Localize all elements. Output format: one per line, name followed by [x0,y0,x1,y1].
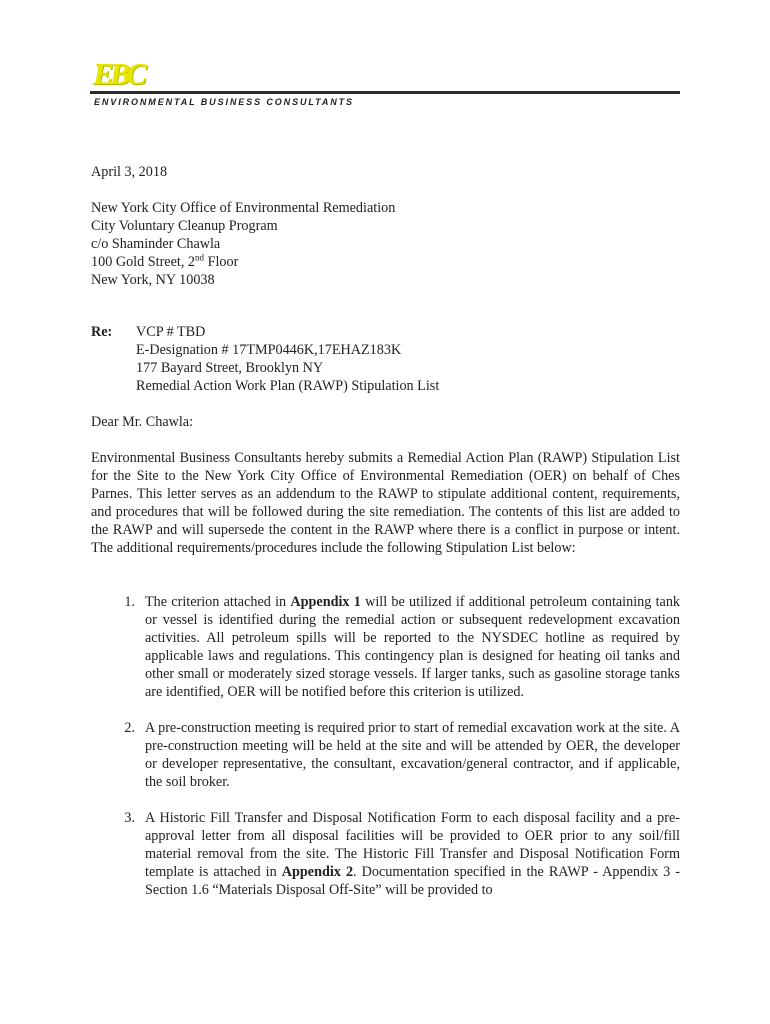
salutation-block [91,413,680,431]
recipient-street [91,253,680,271]
street-sup: nd [195,252,205,263]
item-text-post: will be utilized if additional petroleum containing tank or vessel is identified during the remedial action or subsequent redevelopment excavation activities. All petroleum spills will be reported to the NYSDEC hotline as required by applicable laws and regulations. This contingency plan is designed for heating oil tanks and other small or moderately sized storage vessels. If larger tanks, such as gasoline storage tanks are identified, OER will be notified before this criterion is utilized. [145,594,681,700]
intro-block [91,449,680,557]
letter-date-block [91,163,680,181]
re-line: Remedial Action Work Plan (RAWP) Stipulation List [136,378,440,394]
recipient-line: New York City Office of Environmental Remediation [91,200,396,216]
item-text [145,809,680,899]
recipient-address [91,199,680,289]
intro-paragraph: Environmental Business Consultants hereby submits a Remedial Action Plan (RAWP) Stipulation List for the Site to the New York City Office of Environmental Remediation (OER) on behalf of Ches Parnes. This letter serves as an addendum to the RAWP to stipulate additional content, requirements, and procedures that will be followed during the site remediation. The contents of this list are added to the RAWP and will supersede the content in the RAWP where there is a conflict in purpose or intent. The additional requirements/procedures include the following Stipulation List below: [91,450,680,556]
recipient-line: New York, NY 10038 [91,272,215,288]
re-line: E-Designation # 17TMP0446K,17EHAZ183K [136,342,402,358]
item-number: 2. [124,720,135,736]
letter-date: April 3, 2018 [91,164,168,180]
item-text-pre: A Historic Fill Transfer and Disposal Notification Form to each disposal facility and a pre-approval letter from all disposal facilities will be provided to OER prior to any soil/fill material removal from the site. The Historic Fill Transfer and Disposal Notification Form template is attached in [145,810,680,880]
letterhead [90,58,680,107]
list-item [91,809,680,899]
appendix-ref: Appendix 1 [290,594,361,610]
list-item [91,593,680,701]
list-item [91,719,680,791]
company-name: ENVIRONMENTAL BUSINESS CONSULTANTS [94,97,354,107]
recipient-line: c/o Shaminder Chawla [91,236,221,252]
re-label: Re: [91,324,113,340]
re-line: VCP # TBD [136,324,206,340]
item-text: A pre-construction meeting is required prior to start of remedial excavation work at the site. A pre-construction meeting will be held at the site and will be attended by OER, the developer or developer representative, the consultant, excavation/general contractor, and if applicable, the soil broker. [145,720,680,790]
item-text-post: . Documentation specified in the RAWP - Appendix 3 - Section 1.6 “Materials Disposal Off-Site” will be provided to [145,864,681,898]
item-number: 1. [124,594,135,610]
header-rule [90,91,680,94]
recipient-line: City Voluntary Cleanup Program [91,218,278,234]
salutation: Dear Mr. Chawla: [91,414,194,430]
item-text [145,593,680,701]
street-suffix: Floor [204,254,239,270]
item-number: 3. [124,810,135,826]
street-prefix: 100 Gold Street, 2 [91,254,196,270]
item-text-pre: The criterion attached in [145,594,291,610]
re-row [91,323,680,395]
appendix-ref: Appendix 2 [281,864,354,880]
stipulation-list [91,593,680,917]
re-block [91,323,680,395]
ebc-logo: EBC [93,56,144,91]
re-line: 177 Bayard Street, Brooklyn NY [136,360,324,376]
re-lines [136,323,439,395]
